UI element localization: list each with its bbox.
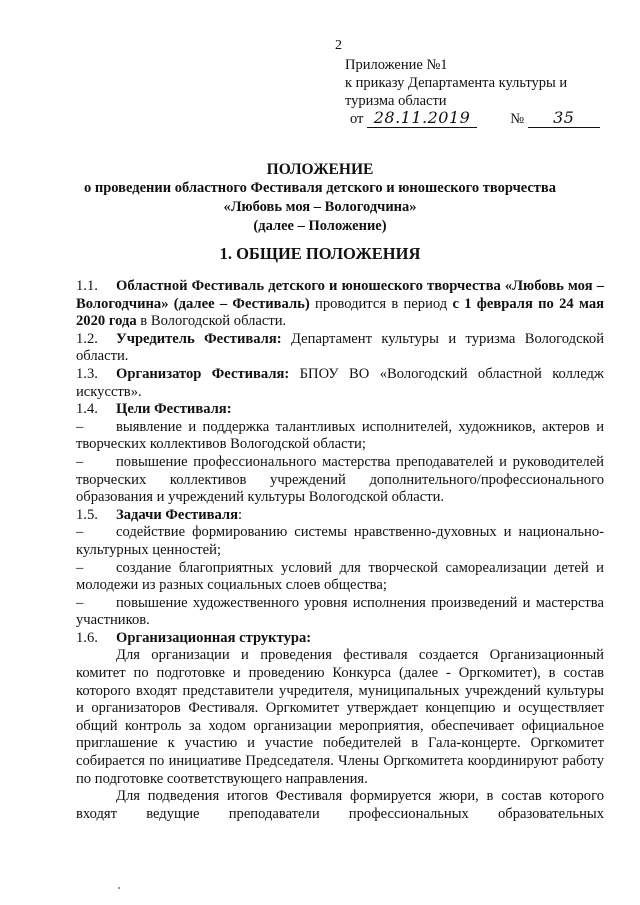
clause-1-1 — [76, 278, 604, 331]
number-prefix: № — [510, 111, 525, 127]
dash-bullet: – — [76, 594, 84, 611]
scan-speck — [118, 887, 120, 889]
dash-bullet: – — [76, 559, 84, 576]
clause-bold: Учредитель Фестиваля: — [116, 330, 282, 347]
clause-text-end: в Вологодской области. — [136, 313, 287, 330]
page-number: 2 — [335, 38, 342, 53]
title-main: ПОЛОЖЕНИЕ — [266, 161, 374, 178]
clause-1-4 — [76, 401, 604, 419]
clause-bold: Цели Фестиваля: — [116, 401, 232, 418]
clause-bold-dates: с 1 февраля по 24 мая 2020 года — [76, 295, 605, 330]
clause-1-3 — [76, 366, 604, 401]
order-date-number-row — [350, 108, 600, 128]
attachment-line-2: к приказу Департамента культуры и — [345, 75, 568, 91]
clause-number: 1.6. — [76, 629, 98, 646]
list-item-text: повышение художественного уровня исполнения произведений и мастерства участников. — [76, 594, 604, 629]
list-item — [76, 419, 604, 454]
title-line-3: «Любовь моя – Вологодчина» — [223, 199, 417, 215]
handwritten-date: 28.11.2019 — [367, 108, 477, 128]
dash-bullet: – — [76, 453, 84, 470]
clause-text: БПОУ ВО «Вологодский областной колледж искусств». — [76, 365, 605, 400]
clause-1-6 — [76, 630, 604, 648]
clause-bold: Организатор Фестиваля: — [116, 365, 290, 382]
list-item — [76, 595, 604, 630]
clause-colon: : — [238, 506, 243, 523]
attachment-line-3: туризма области — [345, 93, 447, 109]
clause-number: 1.5. — [76, 506, 98, 523]
list-item-text: создание благоприятных условий для творческой самореализации детей и молодежи из разных социальных слоев общества; — [76, 559, 604, 594]
clause-text: проводится в период — [309, 295, 453, 312]
list-item-text: выявление и поддержка талантливых исполнителей, художников, актеров и творческих коллективов Вологодской области; — [76, 418, 604, 453]
dash-bullet: – — [76, 524, 84, 541]
dash-bullet: – — [76, 418, 84, 435]
attachment-line-1: Приложение №1 — [345, 57, 448, 73]
clause-number: 1.4. — [76, 401, 98, 418]
clause-1-2 — [76, 331, 604, 366]
clause-text: Департамент культуры и туризма Вологодской области. — [76, 330, 605, 365]
handwritten-number: 35 — [528, 108, 600, 128]
title-line-4: (далее – Положение) — [253, 218, 387, 234]
clause-number: 1.2. — [76, 330, 98, 347]
list-item — [76, 454, 604, 507]
attachment-block — [345, 56, 567, 110]
title-line-2: о проведении областного Фестиваля детского и юношеского творчества — [83, 180, 556, 196]
clause-number: 1.3. — [76, 365, 98, 382]
clause-1-5 — [76, 507, 604, 525]
paragraph-orgcommittee: Для организации и проведения фестиваля создается Организационный комитет по подготовке и проведению Конкурса (далее - Оргкомитет), в состав которого входят представители учредителя, муниципальных учреждений культуры и организаторов Фестиваля. Оргкомитет утверждает концепцию и осуществляет общий контроль за ходом организации мероприятия, обеспечивает официальное приглашение к участию и участие победителей в Гала-концерте. Оргкомитет собирается по инициативе Председателя. Члены Оргкомитета координируют работу по подготовке соответствующего направления. — [76, 647, 604, 787]
date-prefix: от — [350, 111, 364, 127]
section-heading: 1. ОБЩИЕ ПОЛОЖЕНИЯ — [219, 244, 421, 263]
list-item-text: содействие формированию системы нравственно-духовных и национально-культурных ценностей; — [76, 524, 604, 558]
list-item — [76, 560, 604, 595]
clause-bold: Задачи Фестиваля — [116, 506, 239, 523]
clause-bold: Организационная структура: — [116, 629, 312, 646]
document-body — [76, 278, 604, 823]
document-title — [0, 160, 640, 236]
clause-number: 1.1. — [76, 278, 98, 294]
paragraph-jury: Для подведения итогов Фестиваля формируется жюри, в состав которого входят ведущие преподаватели профессиональных образовательных — [76, 788, 604, 822]
list-item-text: повышение профессионального мастерства преподавателей и руководителей творческих коллективов учреждений дополнительного/профессионального образования и учреждений культуры Вологодской области. — [76, 453, 604, 506]
clause-bold: Областной Фестиваль детского и юношеского творчества «Любовь моя – Вологодчина» (далее – Фестиваль) — [76, 278, 604, 312]
list-item — [76, 524, 604, 559]
